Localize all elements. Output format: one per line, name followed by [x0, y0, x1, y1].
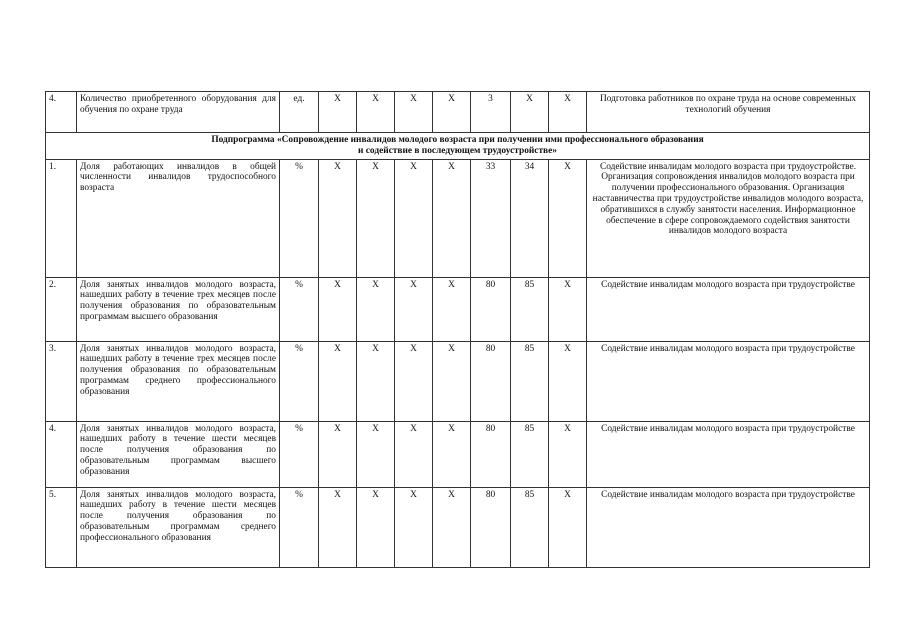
value-cell: X	[319, 92, 357, 133]
value-cell: X	[357, 421, 395, 487]
table-row	[46, 341, 870, 421]
indicator-name: Количество приобретенного оборудования для обучения по охране труда	[77, 92, 280, 133]
value-cell: X	[319, 341, 357, 421]
row-number: 4.	[46, 421, 77, 487]
value-cell: X	[395, 421, 433, 487]
indicators-table	[45, 91, 870, 568]
value-cell: X	[433, 277, 471, 341]
row-number: 2.	[46, 277, 77, 341]
value-cell: X	[549, 421, 587, 487]
value-cell: 33	[471, 159, 511, 277]
value-cell: X	[433, 341, 471, 421]
value-cell: X	[549, 92, 587, 133]
row-number: 5.	[46, 487, 77, 567]
measure-description: Содействие инвалидам молодого возраста при трудоустройстве	[587, 341, 870, 421]
value-cell: 85	[511, 341, 549, 421]
measure-description: Содействие инвалидам молодого возраста при трудоустройстве	[587, 487, 870, 567]
subprogram-row	[46, 133, 870, 160]
measure-description: Содействие инвалидам молодого возраста при трудоустройстве. Организация сопровождения инвалидов молодого возраста при получении профессионального образования. Организация наставничества при трудоустройстве инвалидов молодого возраста, обратившихся в службу занятости населения. Информационное обеспечение в сфере сопровождаемого содействия занятости инвалидов молодого возраста	[587, 159, 870, 277]
value-cell: X	[357, 159, 395, 277]
value-cell: X	[319, 421, 357, 487]
indicator-name: Доля занятых инвалидов молодого возраста, нашедших работу в течение шести месяцев после получения образования по образовательным программам среднего профессионального образования	[77, 487, 280, 567]
table-row	[46, 487, 870, 567]
indicator-name: Доля работающих инвалидов в общей численности инвалидов трудоспособного возраста	[77, 159, 280, 277]
measure-description: Содействие инвалидам молодого возраста при трудоустройстве	[587, 277, 870, 341]
value-cell: X	[319, 159, 357, 277]
subprogram-line-2: и содействие в последующем трудоустройстве»	[358, 145, 557, 156]
value-cell: 85	[511, 487, 549, 567]
value-cell: X	[357, 487, 395, 567]
value-cell: 34	[511, 159, 549, 277]
value-cell: X	[433, 421, 471, 487]
value-cell: X	[357, 92, 395, 133]
value-cell: X	[395, 487, 433, 567]
value-cell: 85	[511, 421, 549, 487]
table-row	[46, 159, 870, 277]
value-cell: 3	[471, 92, 511, 133]
value-cell: X	[433, 487, 471, 567]
unit-cell: %	[280, 487, 319, 567]
value-cell: X	[357, 277, 395, 341]
table-row	[46, 92, 870, 133]
value-cell: X	[511, 92, 549, 133]
value-cell: X	[549, 341, 587, 421]
value-cell: X	[319, 487, 357, 567]
value-cell: X	[357, 341, 395, 421]
unit-cell: ед.	[280, 92, 319, 133]
value-cell: X	[395, 92, 433, 133]
value-cell: X	[433, 159, 471, 277]
value-cell: 80	[471, 487, 511, 567]
value-cell: X	[395, 277, 433, 341]
table-row	[46, 421, 870, 487]
value-cell: X	[395, 341, 433, 421]
indicator-name: Доля занятых инвалидов молодого возраста, нашедших работу в течение трех месяцев после получения образования по образовательным программам среднего профессионального образования	[77, 341, 280, 421]
value-cell: X	[549, 159, 587, 277]
unit-cell: %	[280, 341, 319, 421]
value-cell: 80	[471, 341, 511, 421]
value-cell: X	[549, 277, 587, 341]
value-cell: X	[319, 277, 357, 341]
table-row	[46, 277, 870, 341]
value-cell: X	[549, 487, 587, 567]
unit-cell: %	[280, 159, 319, 277]
indicator-name: Доля занятых инвалидов молодого возраста, нашедших работу в течение шести месяцев после получения образования по образовательным программам высшего образования	[77, 421, 280, 487]
value-cell: X	[433, 92, 471, 133]
row-number: 3.	[46, 341, 77, 421]
measure-description: Содействие инвалидам молодого возраста при трудоустройстве	[587, 421, 870, 487]
value-cell: 85	[511, 277, 549, 341]
value-cell: X	[395, 159, 433, 277]
value-cell: 80	[471, 421, 511, 487]
row-number: 4.	[46, 92, 77, 133]
unit-cell: %	[280, 277, 319, 341]
subprogram-heading	[46, 133, 870, 160]
value-cell: 80	[471, 277, 511, 341]
row-number: 1.	[46, 159, 77, 277]
measure-description: Подготовка работников по охране труда на основе современных технологий обучения	[587, 92, 870, 133]
subprogram-line-1: Подпрограмма «Сопровождение инвалидов молодого возраста при получении ими профессионального образования	[211, 135, 704, 145]
indicator-name: Доля занятых инвалидов молодого возраста, нашедших работу в течение трех месяцев после получения образования по образовательным программам высшего образования	[77, 277, 280, 341]
unit-cell: %	[280, 421, 319, 487]
